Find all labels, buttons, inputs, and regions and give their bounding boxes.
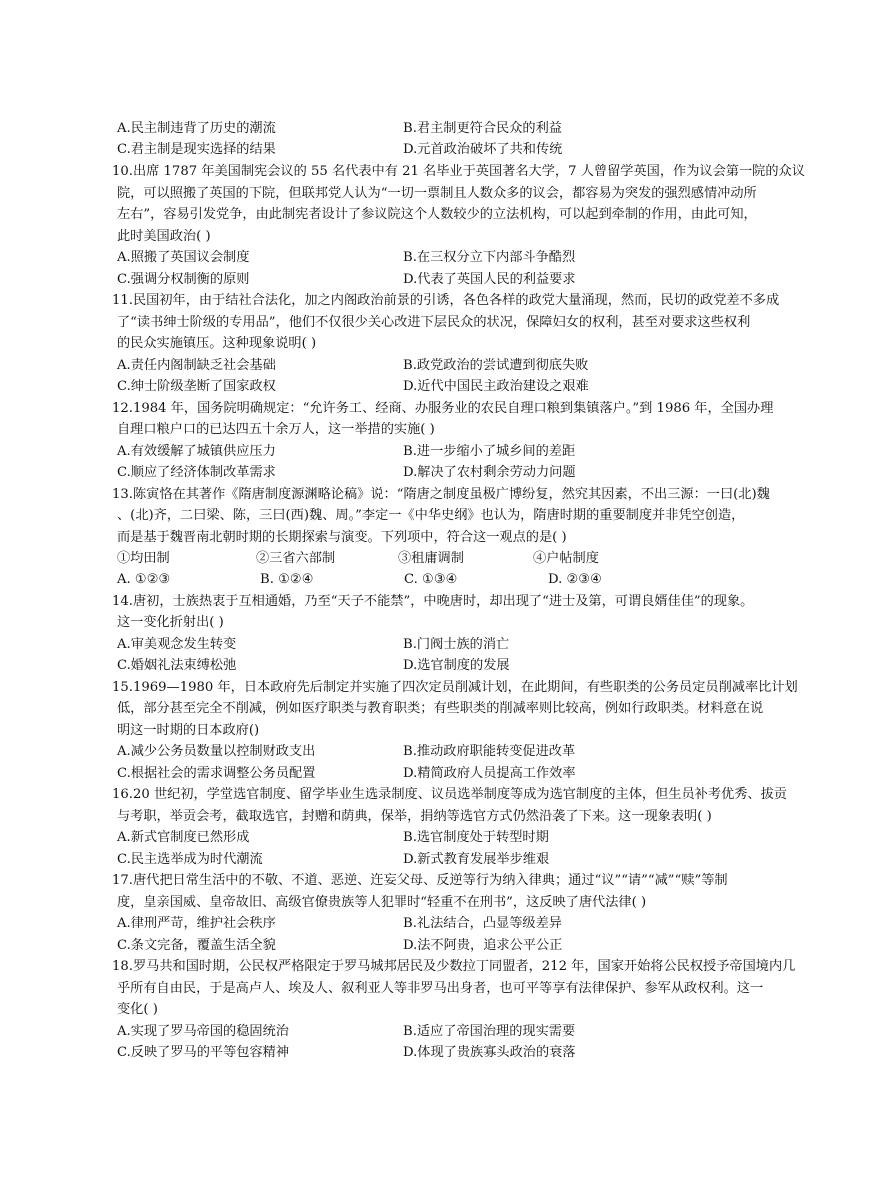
q9-option-d: D.元首政治破坏了共和传统 <box>403 142 563 157</box>
q12-stem-line-1: 12.1984 年，国务院明确规定：“允许务工、经商、办服务业的农民自理口粮到集镇落户。”到 1986 年，全国办理 <box>112 401 774 416</box>
q11-stem-line-1: 11.民国初年，由于结社合法化，加之内阁政治前景的引诱，各色各样的政党大量涌现，然而，民切的政党差不多成 <box>112 293 780 308</box>
q13-stem-line-3: 而是基于魏晋南北朝时期的长期探索与演变。下列项中，符合这一观点的是( ) <box>117 530 567 545</box>
q17-stem-line-2: 度，皇亲国威、皇帝故旧、高级官僚贵族等人犯罪时“轻重不在刑书”，这反映了唐代法律( ) <box>117 895 647 910</box>
q15-stem-line-3: 明这一时期的日本政府() <box>117 723 260 738</box>
q18-stem-line-1: 18.罗马共和国时期，公民权严格限定于罗马城邦居民及少数拉丁同盟者，212 年，国家开始将公民权授予帝国境内几 <box>112 959 796 974</box>
q17-option-b: B.礼法结合，凸显等级差异 <box>403 916 562 931</box>
q10-stem-line-4: 此时美国政治( ) <box>117 229 211 244</box>
q12-option-b: B.进一步缩小了城乡间的差距 <box>403 444 576 459</box>
q12-option-d: D.解决了农村剩余劳动力问题 <box>403 465 576 480</box>
q12-option-c: C.顺应了经济体制改革需求 <box>117 465 276 480</box>
q15-stem-line-2: 低，部分甚至完全不削减，例如医疗职类与教育职类；有些职类的削减率则比较高，例如行政职类。材料意在说 <box>117 701 764 716</box>
q16-stem-line-1: 16.20 世纪初，学堂选官制度、留学毕业生选录制度、议员选举制度等成为选官制度的主体，但生员补考优秀、拔贡 <box>112 787 787 802</box>
q14-option-d: D.选官制度的发展 <box>403 658 510 673</box>
q14-option-b: B.门阀士族的消亡 <box>403 637 510 652</box>
q14-option-c: C.婚姻礼法束缚松弛 <box>117 658 237 673</box>
q13-choice-a: A. ①②③ <box>117 572 171 587</box>
q17-option-a: A.律刑严苛，维护社会秩序 <box>117 916 276 931</box>
q13-stem-line-1: 13.陈寅恪在其著作《隋唐制度源渊略论稿》说：“隋唐之制度虽极广博纷复，然究其因素，不出三源：一曰(北)魏 <box>112 487 770 502</box>
q11-option-a: A.责任内阁制缺乏社会基础 <box>117 358 276 373</box>
q10-option-b: B.在三权分立下内部斗争酷烈 <box>403 250 576 265</box>
q10-option-d: D.代表了英国人民的利益要求 <box>403 272 576 287</box>
q11-stem-line-3: 的民众实施镇压。这种现象说明( ) <box>117 336 317 351</box>
q9-option-b: B.君主制更符合民众的利益 <box>403 121 562 136</box>
q16-option-b: B.选官制度处于转型时期 <box>403 830 549 845</box>
q11-stem-line-2: 了“读书绅士阶级的专用品”，他们不仅很少关心改进下层民众的状况，保障妇女的权利，甚至对要求这些权利 <box>117 315 751 330</box>
q16-option-c: C.民主选举成为时代潮流 <box>117 852 263 867</box>
q17-stem-line-1: 17.唐代把日常生活中的不敬、不道、恶逆、迕妄父母、反逆等行为纳入律典；通过“议”“请”“减”“赎”等制 <box>112 873 728 888</box>
q13-item-1: ①均田制 <box>117 551 170 566</box>
q15-option-a: A.减少公务员数量以控制财政支出 <box>117 744 316 759</box>
q13-stem-line-2: 、(北)齐，二曰梁、陈，三曰(西)魏、周。”李定一《中华史纲》也认为，隋唐时期的重要制度并非凭空创造， <box>117 508 745 523</box>
q15-option-b: B.推动政府职能转变促进改革 <box>403 744 576 759</box>
q13-choice-c: C. ①③④ <box>404 572 458 587</box>
q17-option-c: C.条文完备，覆盖生活全貌 <box>117 938 276 953</box>
q18-option-c: C.反映了罗马的平等包容精神 <box>117 1045 290 1060</box>
q14-stem-line-1: 14.唐初，士族热衷于互相通婚，乃至“天子不能禁”，中晚唐时，却出现了“进士及第，可谓良婿佳佳”的现象。 <box>112 594 754 609</box>
q18-option-a: A.实现了罗马帝国的稳固统治 <box>117 1024 289 1039</box>
q16-option-d: D.新式教育发展举步维艰 <box>403 852 550 867</box>
q9-option-c: C.君主制是现实选择的结果 <box>117 142 276 157</box>
q13-item-2: ②三省六部制 <box>256 551 336 566</box>
q13-item-4: ④户帖制度 <box>533 551 599 566</box>
q18-option-b: B.适应了帝国治理的现实需要 <box>403 1024 576 1039</box>
q18-stem-line-3: 变化( ) <box>117 1002 158 1017</box>
q10-stem-line-3: 左右”，容易引发党争，由此制宪者设计了参议院这个人数较少的立法机构，可以起到牵制的作用，由此可知， <box>117 207 757 222</box>
q16-option-a: A.新式官制度已然形成 <box>117 830 250 845</box>
q15-option-d: D.精简政府人员提高工作效率 <box>403 766 576 781</box>
q18-option-d: D.体现了贵族寡头政治的衰落 <box>403 1045 576 1060</box>
q14-option-a: A.审美观念发生转变 <box>117 637 237 652</box>
q10-option-c: C.强调分权制衡的原则 <box>117 272 250 287</box>
q18-stem-line-2: 乎所有自由民，于是高卢人、埃及人、叙利亚人等非罗马出身者，也可平等享有法律保护、参军从政权利。这一 <box>117 981 764 996</box>
q13-choice-b: B. ①②④ <box>260 572 314 587</box>
q11-option-b: B.政党政治的尝试遭到彻底失败 <box>403 358 589 373</box>
q13-choice-d: D. ②③④ <box>548 572 602 587</box>
q11-option-c: C.绅士阶级垄断了国家政权 <box>117 379 276 394</box>
q16-stem-line-2: 与考职，举贡会考，截取选官，封赠和荫典，保举，捐纳等选官方式仍然沿袭了下来。这一现象表明( ) <box>117 809 712 824</box>
q12-option-a: A.有效缓解了城镇供应压力 <box>117 444 276 459</box>
q9-option-a: A.民主制违背了历史的潮流 <box>117 121 276 136</box>
q15-stem-line-1: 15.1969—1980 年，日本政府先后制定并实施了四次定员削减计划，在此期间，有些职类的公务员定员削减率比计划 <box>112 680 798 695</box>
q15-option-c: C.根据社会的需求调整公务员配置 <box>117 766 316 781</box>
q12-stem-line-2: 自理口粮户口的已达四五十余万人，这一举措的实施( ) <box>117 422 435 437</box>
q14-stem-line-2: 这一变化折射出( ) <box>117 615 224 630</box>
q13-item-3: ③租庸调制 <box>398 551 464 566</box>
q17-option-d: D.法不阿贵，追求公平公正 <box>403 938 563 953</box>
q11-option-d: D.近代中国民主政治建设之艰难 <box>403 379 589 394</box>
q10-stem-line-2: 院，可以照搬了英国的下院，但联邦党人认为“一切一票制且人数众多的议会，都容易为突发的强烈感情冲动所 <box>117 186 757 201</box>
q10-option-a: A.照搬了英国议会制度 <box>117 250 250 265</box>
q10-stem-line-1: 10.出席 1787 年美国制宪会议的 55 名代表中有 21 名毕业于英国著名大学，7 人曾留学英国，作为议会第一院的众议 <box>112 164 805 179</box>
